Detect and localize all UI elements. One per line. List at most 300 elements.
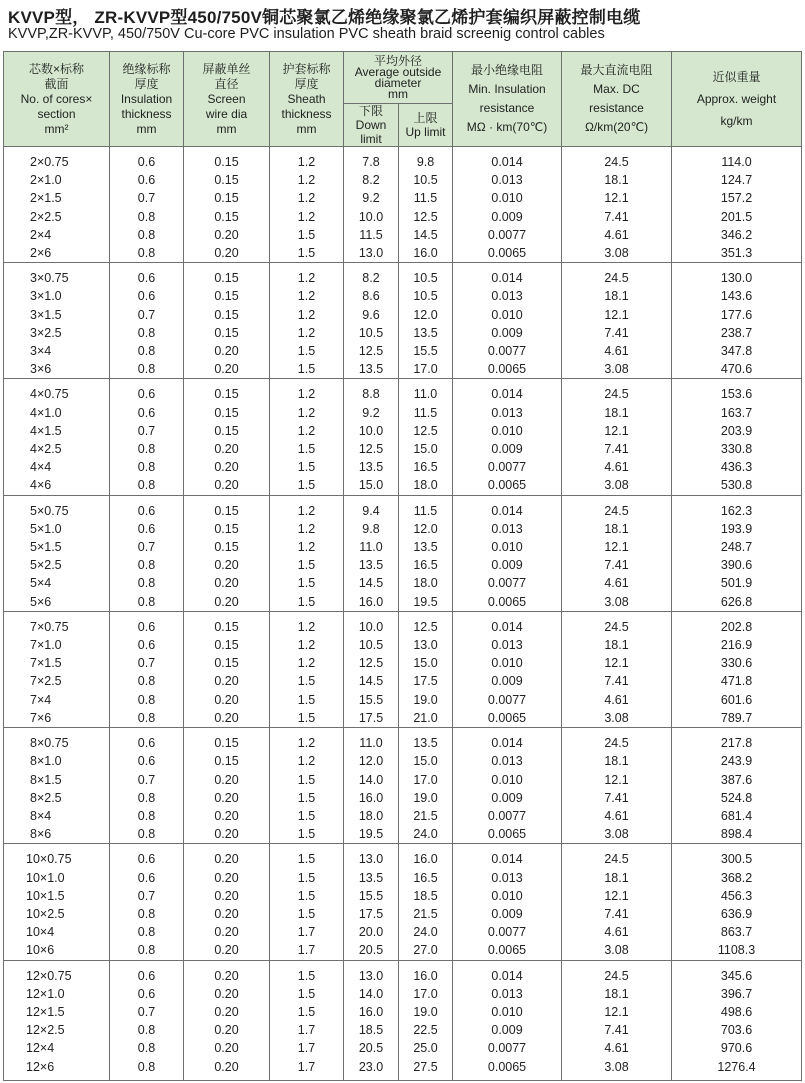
cell-cores-section: 5×6 xyxy=(4,593,110,612)
cell-diameter-up: 10.5 xyxy=(399,287,453,305)
cell-sheath-thickness: 1.5 xyxy=(270,807,344,825)
cell-dc-resistance: 3.08 xyxy=(562,825,672,844)
cell-insulation-resistance: 0.0065 xyxy=(453,593,562,612)
cell-diameter-down: 12.5 xyxy=(344,440,399,458)
cell-insulation-resistance: 0.0065 xyxy=(453,244,562,263)
cell-insulation-resistance: 0.009 xyxy=(453,556,562,574)
cell-insulation-thickness: 0.6 xyxy=(110,404,184,422)
cell-cores-section: 7×6 xyxy=(4,709,110,728)
table-row xyxy=(4,360,802,379)
cell-diameter-up: 15.5 xyxy=(399,342,453,360)
cell-insulation-resistance: 0.0065 xyxy=(453,360,562,379)
cell-insulation-resistance: 0.010 xyxy=(453,422,562,440)
cell-screen-wire-dia: 0.15 xyxy=(184,379,270,404)
table-row xyxy=(4,171,802,189)
table-row xyxy=(4,476,802,495)
header-diameter: 平均外径 Average outside diameter mm xyxy=(344,52,453,104)
cell-diameter-down: 13.5 xyxy=(344,869,399,887)
cell-sheath-thickness: 1.2 xyxy=(270,495,344,520)
cell-sheath-thickness: 1.5 xyxy=(270,342,344,360)
cell-approx-weight: 636.9 xyxy=(672,905,802,923)
cell-approx-weight: 396.7 xyxy=(672,985,802,1003)
table-row xyxy=(4,923,802,941)
table-row xyxy=(4,263,802,288)
cell-insulation-resistance: 0.0065 xyxy=(453,1058,562,1081)
cell-insulation-resistance: 0.014 xyxy=(453,728,562,753)
cell-diameter-up: 13.0 xyxy=(399,636,453,654)
cell-diameter-down: 14.5 xyxy=(344,672,399,690)
cell-dc-resistance: 4.61 xyxy=(562,691,672,709)
cell-dc-resistance: 7.41 xyxy=(562,556,672,574)
cell-sheath-thickness: 1.5 xyxy=(270,556,344,574)
cell-diameter-up: 12.5 xyxy=(399,208,453,226)
cell-diameter-down: 13.5 xyxy=(344,458,399,476)
cell-insulation-thickness: 0.8 xyxy=(110,440,184,458)
cell-dc-resistance: 7.41 xyxy=(562,440,672,458)
cell-insulation-thickness: 0.6 xyxy=(110,611,184,636)
cell-sheath-thickness: 1.2 xyxy=(270,208,344,226)
cell-insulation-thickness: 0.6 xyxy=(110,287,184,305)
cell-diameter-down: 8.6 xyxy=(344,287,399,305)
cell-approx-weight: 243.9 xyxy=(672,752,802,770)
cell-approx-weight: 530.8 xyxy=(672,476,802,495)
cell-insulation-resistance: 0.0077 xyxy=(453,923,562,941)
table-row xyxy=(4,556,802,574)
cell-screen-wire-dia: 0.15 xyxy=(184,287,270,305)
cell-sheath-thickness: 1.5 xyxy=(270,789,344,807)
table-row xyxy=(4,306,802,324)
cell-insulation-thickness: 0.7 xyxy=(110,1003,184,1021)
cell-dc-resistance: 12.1 xyxy=(562,538,672,556)
cell-screen-wire-dia: 0.15 xyxy=(184,189,270,207)
cell-insulation-thickness: 0.6 xyxy=(110,960,184,985)
table-row xyxy=(4,1003,802,1021)
cell-approx-weight: 970.6 xyxy=(672,1039,802,1057)
cell-diameter-down: 15.5 xyxy=(344,691,399,709)
cell-diameter-up: 13.5 xyxy=(399,324,453,342)
cell-diameter-down: 14.0 xyxy=(344,985,399,1003)
cell-approx-weight: 157.2 xyxy=(672,189,802,207)
cell-diameter-up: 13.5 xyxy=(399,728,453,753)
cell-sheath-thickness: 1.5 xyxy=(270,905,344,923)
cell-insulation-resistance: 0.010 xyxy=(453,771,562,789)
cell-cores-section: 4×4 xyxy=(4,458,110,476)
cell-sheath-thickness: 1.7 xyxy=(270,923,344,941)
header-cores: 芯数×标称 截面 No. of cores× section mm² xyxy=(4,52,110,147)
cell-screen-wire-dia: 0.20 xyxy=(184,985,270,1003)
cell-insulation-thickness: 0.6 xyxy=(110,752,184,770)
cell-approx-weight: 436.3 xyxy=(672,458,802,476)
cell-screen-wire-dia: 0.20 xyxy=(184,691,270,709)
cell-screen-wire-dia: 0.20 xyxy=(184,1058,270,1081)
cell-dc-resistance: 3.08 xyxy=(562,476,672,495)
cell-sheath-thickness: 1.7 xyxy=(270,1058,344,1081)
cell-insulation-thickness: 0.7 xyxy=(110,887,184,905)
cell-screen-wire-dia: 0.20 xyxy=(184,574,270,592)
cell-diameter-up: 15.0 xyxy=(399,440,453,458)
table-row xyxy=(4,825,802,844)
cell-screen-wire-dia: 0.15 xyxy=(184,404,270,422)
cell-dc-resistance: 4.61 xyxy=(562,574,672,592)
cell-insulation-resistance: 0.0077 xyxy=(453,226,562,244)
cell-dc-resistance: 12.1 xyxy=(562,654,672,672)
cell-diameter-up: 10.5 xyxy=(399,263,453,288)
cell-insulation-thickness: 0.8 xyxy=(110,807,184,825)
cell-insulation-thickness: 0.7 xyxy=(110,189,184,207)
cell-insulation-thickness: 0.8 xyxy=(110,324,184,342)
page-title: KVVP型， ZR-KVVP型450/750V铜芯聚氯乙烯绝缘聚氯乙烯护套编织屏蔽控制电缆 xyxy=(8,8,641,27)
cell-dc-resistance: 24.5 xyxy=(562,960,672,985)
cell-diameter-up: 19.0 xyxy=(399,1003,453,1021)
cell-diameter-down: 14.0 xyxy=(344,771,399,789)
cell-approx-weight: 248.7 xyxy=(672,538,802,556)
cell-insulation-resistance: 0.010 xyxy=(453,887,562,905)
cell-diameter-down: 19.5 xyxy=(344,825,399,844)
cell-screen-wire-dia: 0.20 xyxy=(184,440,270,458)
cell-diameter-up: 16.5 xyxy=(399,869,453,887)
table-row xyxy=(4,404,802,422)
cell-dc-resistance: 4.61 xyxy=(562,807,672,825)
cell-insulation-resistance: 0.0077 xyxy=(453,807,562,825)
table-row xyxy=(4,807,802,825)
cell-insulation-thickness: 0.6 xyxy=(110,520,184,538)
cell-diameter-down: 8.2 xyxy=(344,263,399,288)
cell-diameter-up: 21.5 xyxy=(399,905,453,923)
cell-insulation-resistance: 0.014 xyxy=(453,495,562,520)
cell-diameter-down: 23.0 xyxy=(344,1058,399,1081)
cell-cores-section: 7×1.5 xyxy=(4,654,110,672)
cell-sheath-thickness: 1.5 xyxy=(270,360,344,379)
cell-diameter-up: 11.0 xyxy=(399,379,453,404)
cell-screen-wire-dia: 0.20 xyxy=(184,458,270,476)
cell-approx-weight: 1276.4 xyxy=(672,1058,802,1081)
cell-cores-section: 8×0.75 xyxy=(4,728,110,753)
cell-sheath-thickness: 1.5 xyxy=(270,960,344,985)
cell-sheath-thickness: 1.5 xyxy=(270,1003,344,1021)
cell-insulation-thickness: 0.8 xyxy=(110,593,184,612)
table-row xyxy=(4,611,802,636)
cell-diameter-up: 21.5 xyxy=(399,807,453,825)
cell-sheath-thickness: 1.2 xyxy=(270,379,344,404)
cell-diameter-up: 24.0 xyxy=(399,923,453,941)
cell-cores-section: 7×2.5 xyxy=(4,672,110,690)
cell-sheath-thickness: 1.5 xyxy=(270,691,344,709)
cell-insulation-thickness: 0.8 xyxy=(110,244,184,263)
cell-screen-wire-dia: 0.15 xyxy=(184,306,270,324)
cell-sheath-thickness: 1.2 xyxy=(270,189,344,207)
cell-diameter-down: 12.5 xyxy=(344,654,399,672)
cell-dc-resistance: 18.1 xyxy=(562,752,672,770)
cell-insulation-resistance: 0.009 xyxy=(453,905,562,923)
cell-cores-section: 5×1.5 xyxy=(4,538,110,556)
cell-diameter-up: 17.0 xyxy=(399,360,453,379)
cell-dc-resistance: 24.5 xyxy=(562,844,672,869)
cell-cores-section: 2×2.5 xyxy=(4,208,110,226)
cell-diameter-up: 16.0 xyxy=(399,844,453,869)
cell-dc-resistance: 18.1 xyxy=(562,287,672,305)
cell-insulation-resistance: 0.0065 xyxy=(453,476,562,495)
cell-diameter-up: 16.0 xyxy=(399,960,453,985)
cell-diameter-up: 18.0 xyxy=(399,476,453,495)
cell-sheath-thickness: 1.2 xyxy=(270,636,344,654)
cell-diameter-down: 9.2 xyxy=(344,189,399,207)
cell-sheath-thickness: 1.2 xyxy=(270,171,344,189)
cell-screen-wire-dia: 0.15 xyxy=(184,263,270,288)
cell-cores-section: 8×6 xyxy=(4,825,110,844)
table-row xyxy=(4,672,802,690)
cell-insulation-thickness: 0.8 xyxy=(110,789,184,807)
cell-insulation-thickness: 0.6 xyxy=(110,844,184,869)
cell-diameter-down: 10.5 xyxy=(344,636,399,654)
table-row xyxy=(4,691,802,709)
cell-screen-wire-dia: 0.20 xyxy=(184,1003,270,1021)
header-insulation-resistance: 最小绝缘电阻 Min. Insulation resistance MΩ · km(70℃) xyxy=(453,52,562,147)
table-body xyxy=(4,147,802,1081)
cell-dc-resistance: 18.1 xyxy=(562,404,672,422)
cell-insulation-resistance: 0.009 xyxy=(453,1021,562,1039)
cell-insulation-resistance: 0.013 xyxy=(453,636,562,654)
cell-insulation-resistance: 0.010 xyxy=(453,189,562,207)
cell-dc-resistance: 24.5 xyxy=(562,147,672,172)
cell-approx-weight: 351.3 xyxy=(672,244,802,263)
cell-diameter-up: 17.0 xyxy=(399,771,453,789)
cell-insulation-resistance: 0.013 xyxy=(453,985,562,1003)
cell-screen-wire-dia: 0.15 xyxy=(184,147,270,172)
cell-diameter-down: 20.5 xyxy=(344,1039,399,1057)
cell-insulation-thickness: 0.8 xyxy=(110,941,184,960)
header-insulation: 绝缘标称 厚度 Insulation thickness mm xyxy=(110,52,184,147)
cell-screen-wire-dia: 0.20 xyxy=(184,825,270,844)
cell-insulation-resistance: 0.014 xyxy=(453,960,562,985)
cell-diameter-up: 24.0 xyxy=(399,825,453,844)
cell-approx-weight: 216.9 xyxy=(672,636,802,654)
header-sheath: 护套标称 厚度 Sheath thickness mm xyxy=(270,52,344,147)
cell-screen-wire-dia: 0.15 xyxy=(184,422,270,440)
cell-diameter-up: 16.5 xyxy=(399,458,453,476)
cell-cores-section: 3×0.75 xyxy=(4,263,110,288)
table-row xyxy=(4,574,802,592)
cell-insulation-thickness: 0.7 xyxy=(110,306,184,324)
cell-approx-weight: 143.6 xyxy=(672,287,802,305)
cell-diameter-down: 10.0 xyxy=(344,208,399,226)
cell-approx-weight: 456.3 xyxy=(672,887,802,905)
cell-screen-wire-dia: 0.15 xyxy=(184,636,270,654)
cell-dc-resistance: 7.41 xyxy=(562,208,672,226)
cell-sheath-thickness: 1.5 xyxy=(270,672,344,690)
cell-cores-section: 10×4 xyxy=(4,923,110,941)
cell-diameter-up: 25.0 xyxy=(399,1039,453,1057)
cell-insulation-thickness: 0.8 xyxy=(110,226,184,244)
cell-sheath-thickness: 1.5 xyxy=(270,844,344,869)
cell-insulation-resistance: 0.013 xyxy=(453,869,562,887)
cell-cores-section: 5×1.0 xyxy=(4,520,110,538)
cell-diameter-up: 15.0 xyxy=(399,654,453,672)
cell-screen-wire-dia: 0.20 xyxy=(184,941,270,960)
cell-screen-wire-dia: 0.20 xyxy=(184,923,270,941)
cell-insulation-resistance: 0.013 xyxy=(453,520,562,538)
cell-dc-resistance: 24.5 xyxy=(562,263,672,288)
cell-diameter-down: 18.0 xyxy=(344,807,399,825)
cell-insulation-thickness: 0.8 xyxy=(110,476,184,495)
cell-approx-weight: 238.7 xyxy=(672,324,802,342)
cell-approx-weight: 345.6 xyxy=(672,960,802,985)
cell-insulation-resistance: 0.0077 xyxy=(453,458,562,476)
cell-screen-wire-dia: 0.15 xyxy=(184,538,270,556)
cell-sheath-thickness: 1.7 xyxy=(270,941,344,960)
cell-approx-weight: 346.2 xyxy=(672,226,802,244)
cell-diameter-down: 15.0 xyxy=(344,476,399,495)
cell-sheath-thickness: 1.2 xyxy=(270,147,344,172)
cell-dc-resistance: 4.61 xyxy=(562,923,672,941)
cell-cores-section: 4×1.0 xyxy=(4,404,110,422)
table-row xyxy=(4,960,802,985)
cell-insulation-resistance: 0.013 xyxy=(453,404,562,422)
cell-approx-weight: 162.3 xyxy=(672,495,802,520)
cell-insulation-resistance: 0.010 xyxy=(453,306,562,324)
table-row xyxy=(4,495,802,520)
cell-dc-resistance: 12.1 xyxy=(562,771,672,789)
cell-insulation-resistance: 0.013 xyxy=(453,287,562,305)
cell-diameter-up: 27.0 xyxy=(399,941,453,960)
table-row xyxy=(4,287,802,305)
cell-insulation-thickness: 0.7 xyxy=(110,422,184,440)
cell-sheath-thickness: 1.5 xyxy=(270,869,344,887)
cell-insulation-thickness: 0.8 xyxy=(110,574,184,592)
table-row xyxy=(4,844,802,869)
cell-screen-wire-dia: 0.20 xyxy=(184,709,270,728)
cell-insulation-thickness: 0.8 xyxy=(110,905,184,923)
cell-approx-weight: 114.0 xyxy=(672,147,802,172)
cell-cores-section: 5×4 xyxy=(4,574,110,592)
cell-cores-section: 5×0.75 xyxy=(4,495,110,520)
cell-insulation-thickness: 0.8 xyxy=(110,691,184,709)
table-row xyxy=(4,189,802,207)
cell-sheath-thickness: 1.2 xyxy=(270,404,344,422)
cell-cores-section: 12×1.5 xyxy=(4,1003,110,1021)
cell-diameter-down: 9.8 xyxy=(344,520,399,538)
cell-sheath-thickness: 1.5 xyxy=(270,985,344,1003)
cell-sheath-thickness: 1.2 xyxy=(270,520,344,538)
cell-diameter-up: 17.5 xyxy=(399,672,453,690)
cell-dc-resistance: 3.08 xyxy=(562,244,672,263)
cell-diameter-down: 12.0 xyxy=(344,752,399,770)
table-row xyxy=(4,593,802,612)
cell-screen-wire-dia: 0.15 xyxy=(184,171,270,189)
cell-diameter-down: 17.5 xyxy=(344,905,399,923)
cell-screen-wire-dia: 0.20 xyxy=(184,1039,270,1057)
cell-insulation-resistance: 0.014 xyxy=(453,379,562,404)
cell-dc-resistance: 3.08 xyxy=(562,941,672,960)
cell-sheath-thickness: 1.2 xyxy=(270,306,344,324)
cell-insulation-resistance: 0.010 xyxy=(453,1003,562,1021)
cell-sheath-thickness: 1.5 xyxy=(270,825,344,844)
cell-cores-section: 10×1.5 xyxy=(4,887,110,905)
cell-cores-section: 7×1.0 xyxy=(4,636,110,654)
cell-dc-resistance: 3.08 xyxy=(562,360,672,379)
cell-sheath-thickness: 1.2 xyxy=(270,728,344,753)
cell-dc-resistance: 24.5 xyxy=(562,611,672,636)
cell-cores-section: 8×4 xyxy=(4,807,110,825)
cell-insulation-resistance: 0.014 xyxy=(453,611,562,636)
table-row xyxy=(4,985,802,1003)
table-row xyxy=(4,324,802,342)
cell-dc-resistance: 4.61 xyxy=(562,1039,672,1057)
cell-diameter-up: 12.0 xyxy=(399,520,453,538)
cell-dc-resistance: 4.61 xyxy=(562,458,672,476)
cell-screen-wire-dia: 0.20 xyxy=(184,789,270,807)
table-row xyxy=(4,342,802,360)
cell-insulation-resistance: 0.010 xyxy=(453,654,562,672)
cell-insulation-resistance: 0.009 xyxy=(453,789,562,807)
cell-cores-section: 2×0.75 xyxy=(4,147,110,172)
cell-insulation-resistance: 0.0077 xyxy=(453,574,562,592)
cell-cores-section: 2×1.5 xyxy=(4,189,110,207)
cell-cores-section: 2×1.0 xyxy=(4,171,110,189)
table-row xyxy=(4,1058,802,1081)
cell-approx-weight: 703.6 xyxy=(672,1021,802,1039)
cell-screen-wire-dia: 0.20 xyxy=(184,244,270,263)
cell-screen-wire-dia: 0.20 xyxy=(184,807,270,825)
table-row xyxy=(4,1021,802,1039)
cell-insulation-resistance: 0.009 xyxy=(453,324,562,342)
cell-sheath-thickness: 1.2 xyxy=(270,263,344,288)
cell-dc-resistance: 18.1 xyxy=(562,985,672,1003)
cell-diameter-up: 12.0 xyxy=(399,306,453,324)
spec-table xyxy=(3,51,802,1081)
table-row xyxy=(4,208,802,226)
cell-dc-resistance: 7.41 xyxy=(562,1021,672,1039)
cell-sheath-thickness: 1.2 xyxy=(270,654,344,672)
cell-insulation-thickness: 0.6 xyxy=(110,263,184,288)
cell-approx-weight: 330.8 xyxy=(672,440,802,458)
cell-diameter-up: 19.0 xyxy=(399,691,453,709)
cell-diameter-up: 16.0 xyxy=(399,244,453,263)
cell-sheath-thickness: 1.2 xyxy=(270,611,344,636)
cell-approx-weight: 368.2 xyxy=(672,869,802,887)
cell-diameter-down: 16.0 xyxy=(344,789,399,807)
cell-insulation-resistance: 0.014 xyxy=(453,263,562,288)
cell-diameter-down: 13.5 xyxy=(344,556,399,574)
cell-approx-weight: 193.9 xyxy=(672,520,802,538)
cell-cores-section: 2×6 xyxy=(4,244,110,263)
cell-screen-wire-dia: 0.20 xyxy=(184,869,270,887)
cell-insulation-resistance: 0.014 xyxy=(453,147,562,172)
cell-diameter-up: 11.5 xyxy=(399,495,453,520)
cell-diameter-down: 15.5 xyxy=(344,887,399,905)
cell-diameter-up: 14.5 xyxy=(399,226,453,244)
cell-insulation-thickness: 0.6 xyxy=(110,495,184,520)
cell-cores-section: 10×1.0 xyxy=(4,869,110,887)
cell-diameter-up: 27.5 xyxy=(399,1058,453,1081)
cell-cores-section: 8×1.0 xyxy=(4,752,110,770)
header-weight: 近似重量 Approx. weight kg/km xyxy=(672,52,802,147)
cell-sheath-thickness: 1.5 xyxy=(270,887,344,905)
cell-cores-section: 10×2.5 xyxy=(4,905,110,923)
cell-cores-section: 3×1.5 xyxy=(4,306,110,324)
cell-dc-resistance: 7.41 xyxy=(562,324,672,342)
cell-screen-wire-dia: 0.15 xyxy=(184,520,270,538)
cell-insulation-thickness: 0.6 xyxy=(110,636,184,654)
cell-screen-wire-dia: 0.20 xyxy=(184,1021,270,1039)
cell-insulation-thickness: 0.8 xyxy=(110,360,184,379)
table-row xyxy=(4,244,802,263)
cell-dc-resistance: 12.1 xyxy=(562,887,672,905)
cell-dc-resistance: 4.61 xyxy=(562,342,672,360)
cell-sheath-thickness: 1.7 xyxy=(270,1021,344,1039)
cell-approx-weight: 163.7 xyxy=(672,404,802,422)
cell-diameter-down: 20.5 xyxy=(344,941,399,960)
cell-diameter-down: 9.6 xyxy=(344,306,399,324)
